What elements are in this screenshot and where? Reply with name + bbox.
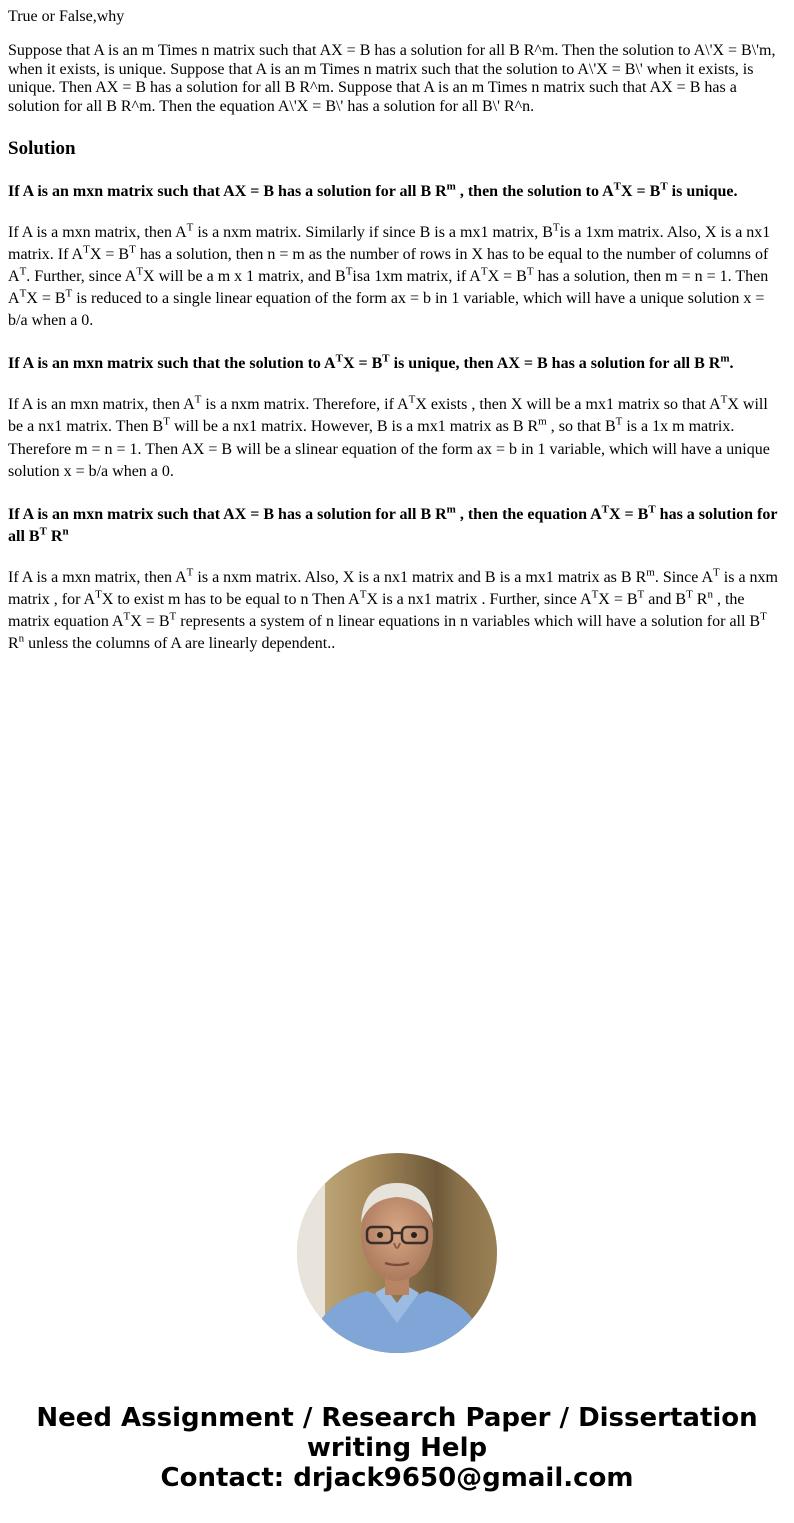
superscript: T bbox=[194, 394, 202, 407]
promo-line-2: writing Help bbox=[306, 1433, 488, 1463]
superscript: T bbox=[382, 352, 390, 365]
superscript: m bbox=[446, 503, 456, 516]
promo-banner bbox=[0, 1403, 794, 1493]
superscript: T bbox=[129, 243, 136, 256]
document-content bbox=[8, 0, 786, 655]
superscript: m bbox=[538, 416, 547, 429]
superscript: T bbox=[760, 610, 767, 623]
solution-part-2 bbox=[8, 353, 786, 482]
superscript: T bbox=[335, 352, 343, 365]
superscript: T bbox=[123, 610, 131, 623]
superscript: n bbox=[707, 588, 713, 601]
question-body: Suppose that A is an m Times n matrix such that AX = B has a solution for all B R^m. Then the solution to A\'X = B\'m, when it exists, is unique. Suppose that A is an m Times n matrix such that the solution to A\'X = B\' when it exists, is unique. Then AX = B has a solution for all B R^m. Suppose that A is an m Times n matrix such that AX = B has a solution for all B R^m. Then the equation A\'X = B\' has a solution for all B\' R^n. bbox=[8, 42, 776, 115]
superscript: n bbox=[18, 632, 25, 645]
superscript: T bbox=[615, 416, 623, 429]
superscript: T bbox=[686, 588, 693, 601]
superscript: T bbox=[720, 394, 728, 407]
promo-line-1: Need Assignment / Research Paper / Dissertation bbox=[36, 1403, 758, 1433]
superscript: T bbox=[408, 394, 416, 407]
superscript: T bbox=[19, 287, 27, 300]
superscript: m bbox=[446, 180, 456, 193]
superscript: T bbox=[169, 610, 177, 623]
part-heading: If A is an mxn matrix such that AX = B has a solution for all B $R^m$ , then the equation $A^TX = B^T$ has a solution for all $B^T$ $R^n$ bbox=[8, 503, 778, 545]
superscript: T bbox=[480, 265, 488, 278]
superscript: T bbox=[601, 503, 609, 516]
superscript: T bbox=[648, 503, 656, 516]
superscript: T bbox=[19, 265, 27, 278]
superscript: T bbox=[552, 221, 560, 234]
superscript: m bbox=[646, 566, 655, 579]
part-explanation: If A is a mxn matrix, then $A^T$ is a nxm matrix. Also, X is a nx1 matrix and B is a mx1 matrix as B $R^m$. Since $A^T$ is a nxm matrix , for $A^TX$ to exist m has to be equal to n Then $A^TX$ is a nx1 matrix . Further, since $A^TX = B^T$ and $B^T$ $R^n$ , the matrix equation $A^TX = B^T$ represents a system of n linear equations in n variables which will have a solution for all $B^T$ $R^n$ unless the columns of A are linearly dependent.. bbox=[8, 566, 778, 653]
part-explanation: If A is an mxn matrix, then $A^T$ is a nxm matrix. Therefore, if $A^TX$ exists , then X will be a mx1 matrix so that $A^TX$ will be a nx1 matrix. Then $B^T$ will be a nx1 matrix. However, B is a mx1 matrix as B $R^m$ , so that $B^T$ is a 1x m matrix. Therefore m = n = 1. Then AX = B will be a slinear equation of the form ax = b in 1 variable, which will have a unique solution x = b/a when a 0. bbox=[8, 394, 770, 480]
superscript: T bbox=[345, 265, 353, 278]
superscript: T bbox=[186, 566, 194, 579]
superscript: T bbox=[83, 243, 90, 256]
superscript: T bbox=[163, 416, 170, 429]
part-heading: If A is an mxn matrix such that AX = B has a solution for all B $R^m$ , then the solution to $A^TX = B^T$ is unique. bbox=[8, 180, 738, 200]
part-explanation: If A is a mxn matrix, then $A^T$ is a nxm matrix. Similarly if since B is a mx1 matrix, $B^Tis$ a 1xm matrix. Also, X is a nx1 matrix. If $A^TX = B^T$ has a solution, then n = m as the number of rows in X has to be equal to the number of columns of $A^T$. Further, since $A^TX$ will be a m x 1 matrix, and $B^Tisa$ 1xm matrix, if $A^TX = B^T$ has a solution, then m = n = 1. Then $A^TX = B^T$ is reduced to a single linear equation of the form ax = b in 1 variable, which will have a unique solution x = b/a when a 0. bbox=[8, 221, 771, 330]
tutor-avatar bbox=[297, 1153, 497, 1353]
solution-part-3 bbox=[8, 504, 786, 655]
superscript: T bbox=[95, 588, 102, 601]
superscript: m bbox=[720, 352, 730, 365]
promo-contact[interactable]: Contact: drjack9650@gmail.com bbox=[160, 1463, 634, 1493]
superscript: T bbox=[39, 525, 47, 538]
tutor-photo bbox=[297, 1153, 497, 1353]
part-heading: If A is an mxn matrix such that the solution to $A^TX = B^T$ is unique, then AX = B has a solution for all B $R^m$. bbox=[8, 352, 734, 373]
solution-heading: Solution bbox=[8, 137, 76, 159]
superscript: T bbox=[613, 180, 621, 193]
superscript: n bbox=[62, 525, 69, 538]
superscript: T bbox=[591, 588, 599, 601]
superscript: T bbox=[359, 588, 367, 601]
superscript: T bbox=[526, 265, 534, 278]
superscript: T bbox=[637, 588, 645, 601]
superscript: T bbox=[713, 566, 720, 579]
superscript: T bbox=[136, 265, 144, 278]
question-title: True or False,why bbox=[8, 8, 125, 25]
solution-part-1 bbox=[8, 181, 786, 332]
superscript: T bbox=[65, 287, 73, 300]
superscript: T bbox=[186, 221, 194, 234]
superscript: T bbox=[660, 180, 668, 193]
